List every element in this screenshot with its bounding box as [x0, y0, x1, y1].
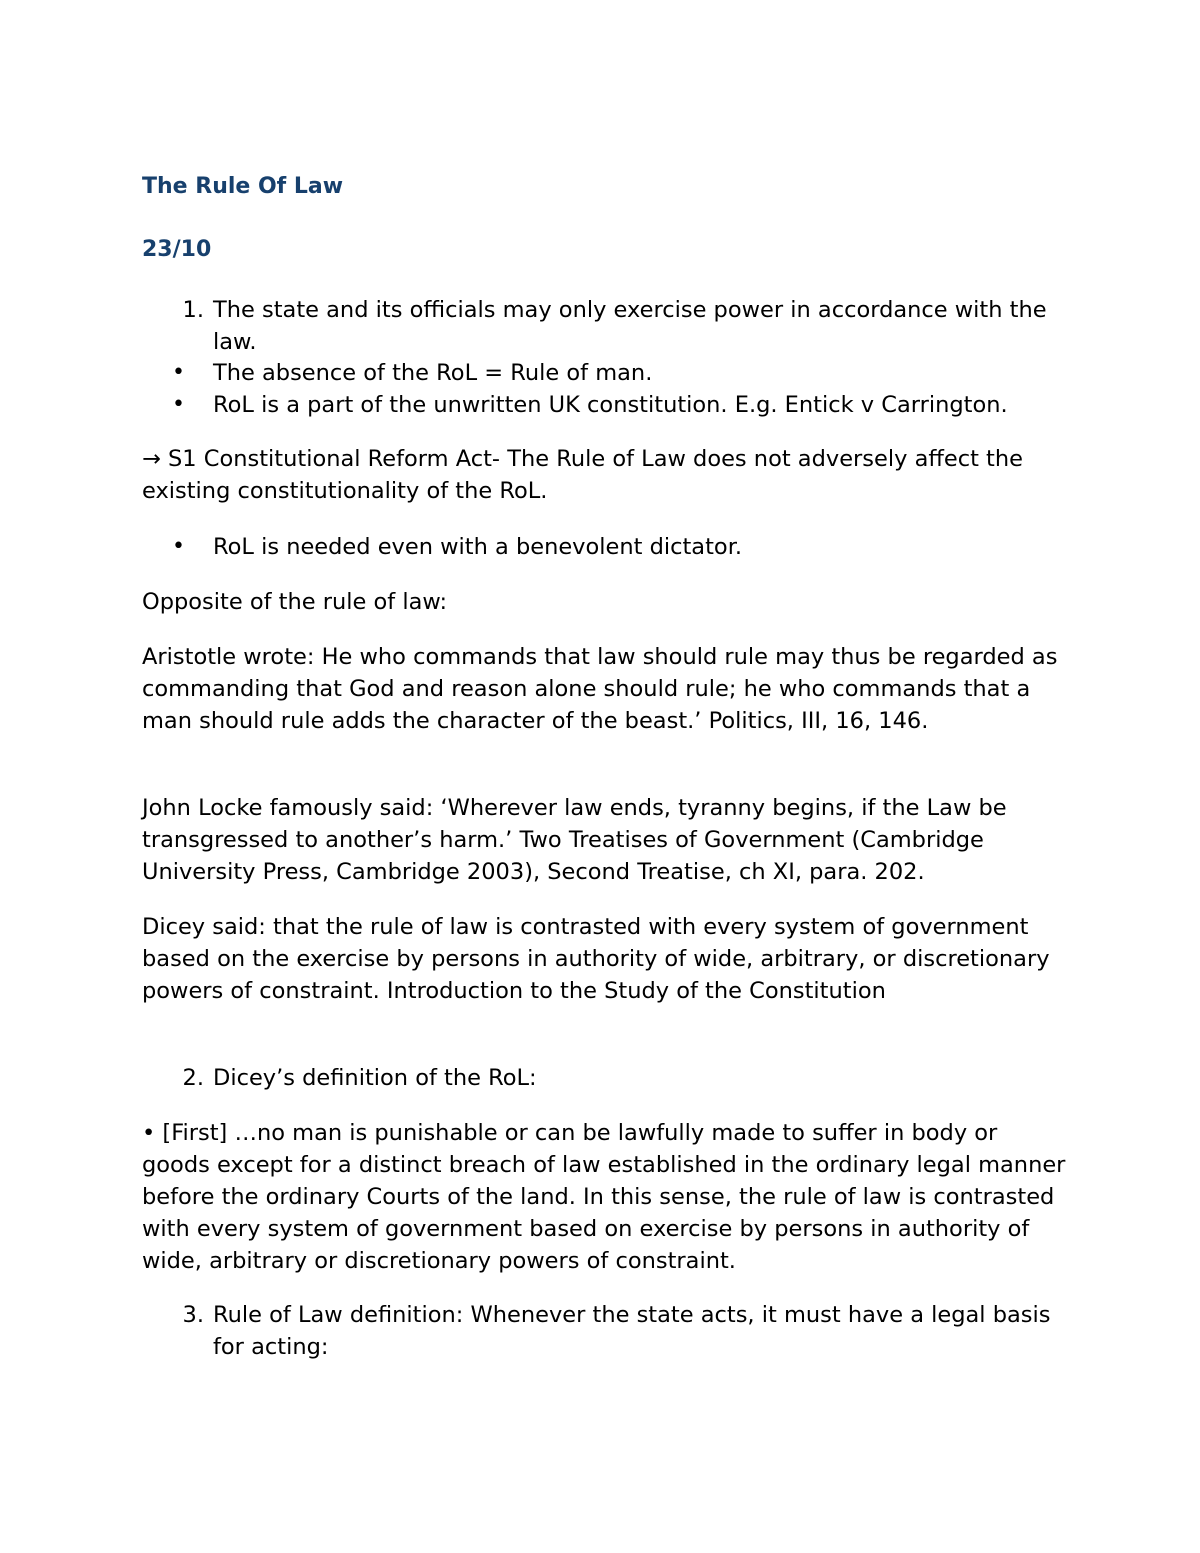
s1-paragraph: → S1 Constitutional Reform Act- The Rule of Law does not adversely affect the existing constitutionality of the RoL.: [142, 446, 1023, 504]
bullet-icon: •: [172, 392, 185, 417]
opposite-heading: Opposite of the rule of law:: [142, 589, 448, 615]
list-number: 3.: [182, 1302, 204, 1328]
list-item-text: RoL is needed even with a benevolent dictator.: [213, 534, 743, 560]
first-principle-paragraph: • [First] …no man is punishable or can be lawfully made to suffer in body or goods except for a distinct breach of law established in the ordinary legal manner before the ordinary Courts of the land. In this sense, the rule of law is contrasted with every system of government based on exercise by persons in authority of wide, arbitrary or discretionary powers of constraint.: [142, 1120, 1066, 1274]
list-item-text: Rule of Law definition: Whenever the state acts, it must have a legal basis for acting:: [213, 1302, 1051, 1360]
bullet-icon: •: [172, 360, 185, 385]
list-item-text: RoL is a part of the unwritten UK constitution. E.g. Entick v Carrington.: [213, 392, 1008, 418]
document-date: 23/10: [142, 237, 212, 262]
document-title: The Rule Of Law: [142, 174, 344, 199]
list-item-text: The absence of the RoL = Rule of man.: [213, 360, 653, 386]
bullet-item-3: [142, 531, 1072, 563]
numbered-item-1: [142, 294, 1072, 358]
list-item-text: The state and its officials may only exercise power in accordance with the law.: [213, 297, 1047, 355]
dicey-paragraph: Dicey said: that the rule of law is contrasted with every system of government based on the exercise by persons in authority of wide, arbitrary, or discretionary powers of constraint. Introduction to the Study of the Constitution: [142, 914, 1050, 1004]
list-number: 2.: [182, 1065, 204, 1091]
numbered-item-3: [142, 1299, 1072, 1363]
list-number: 1.: [182, 297, 204, 323]
bullet-item-1: [142, 357, 1072, 389]
numbered-item-2: [142, 1062, 1072, 1094]
list-item-text: Dicey’s definition of the RoL:: [213, 1065, 537, 1091]
bullet-item-2: [142, 389, 1072, 421]
bullet-icon: •: [172, 534, 185, 559]
locke-paragraph: John Locke famously said: ‘Wherever law ends, tyranny begins, if the Law be transgressed to another’s harm.’ Two Treatises of Government (Cambridge University Press, Cambridge 2003), Second Treatise, ch XI, para. 202.: [142, 795, 1007, 885]
aristotle-paragraph: Aristotle wrote: He who commands that law should rule may thus be regarded as commanding that God and reason alone should rule; he who commands that a man should rule adds the character of the beast.’ Politics, III, 16, 146.: [142, 644, 1058, 734]
